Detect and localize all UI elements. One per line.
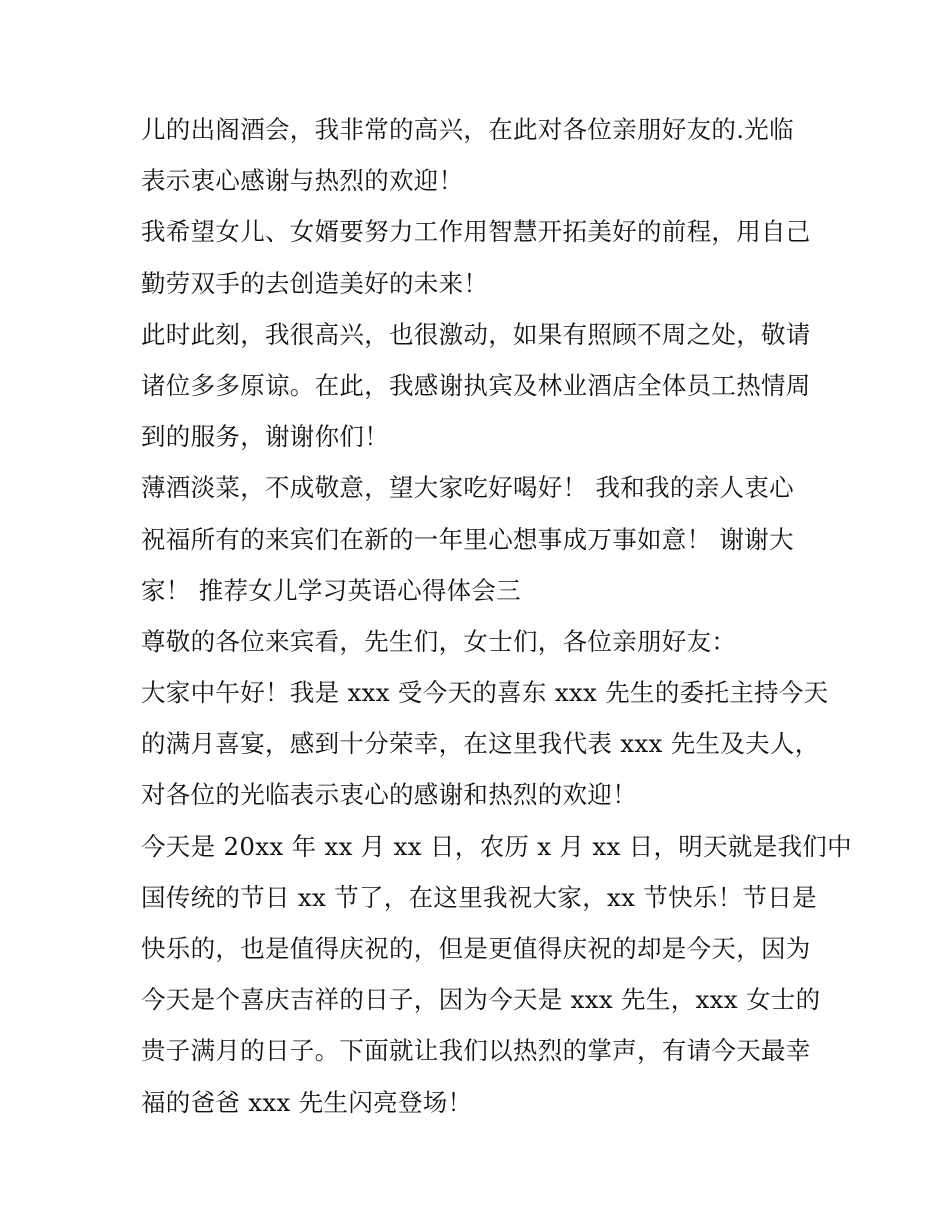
text-line: 今天是个喜庆吉祥的日子，因为今天是 xxx 先生，xxx 女士的 [141,985,821,1015]
text-line: 国传统的节日 xx 节了，在这里我祝大家，xx 节快乐！节日是 [141,882,817,912]
text-line: 祝福所有的来宾们在新的一年里心想事成万事如意！ 谢谢大 [141,524,794,554]
text-line: 我希望女儿、女婿要努力工作用智慧开拓美好的前程，用自己 [141,217,811,247]
text-line: 福的爸爸 xxx 先生闪亮登场！ [141,1087,473,1117]
text-line: 表示衷心感谢与热烈的欢迎！ [141,166,464,196]
document-body [141,104,852,1128]
text-line: 尊敬的各位来宾看，先生们，女士们，各位亲朋好友： [141,626,737,656]
text-line: 薄酒淡菜，不成敬意，望大家吃好喝好！ 我和我的亲人衷心 [141,473,794,503]
text-line: 的满月喜宴，感到十分荣幸，在这里我代表 xxx 先生及夫人， [141,729,820,759]
text-line: 此时此刻，我很高兴，也很激动，如果有照顾不周之处，敬请 [141,319,811,349]
text-line: 到的服务，谢谢你们！ [141,422,389,452]
text-line: 贵子满月的日子。下面就让我们以热烈的掌声，有请今天最幸 [141,1036,811,1066]
text-line: 家！ 推荐女儿学习英语心得体会三 [141,575,522,605]
text-line: 诸位多多原谅。在此，我感谢执宾及林业酒店全体员工热情周 [141,370,811,400]
text-line: 勤劳双手的去创造美好的未来！ [141,268,489,298]
text-line: 对各位的光临表示衷心的感谢和热烈的欢迎！ [141,780,637,810]
text-line: 快乐的，也是值得庆祝的，但是更值得庆祝的却是今天，因为 [141,934,811,963]
text-line: 今天是 20xx 年 xx 月 xx 日，农历 x 月 xx 日，明天就是我们中 [141,831,852,861]
text-line: 大家中午好！我是 xxx 受今天的喜东 xxx 先生的委托主持今天 [141,678,829,708]
text-line: 儿的出阁酒会，我非常的高兴，在此对各位亲朋好友的.光临 [141,115,794,144]
